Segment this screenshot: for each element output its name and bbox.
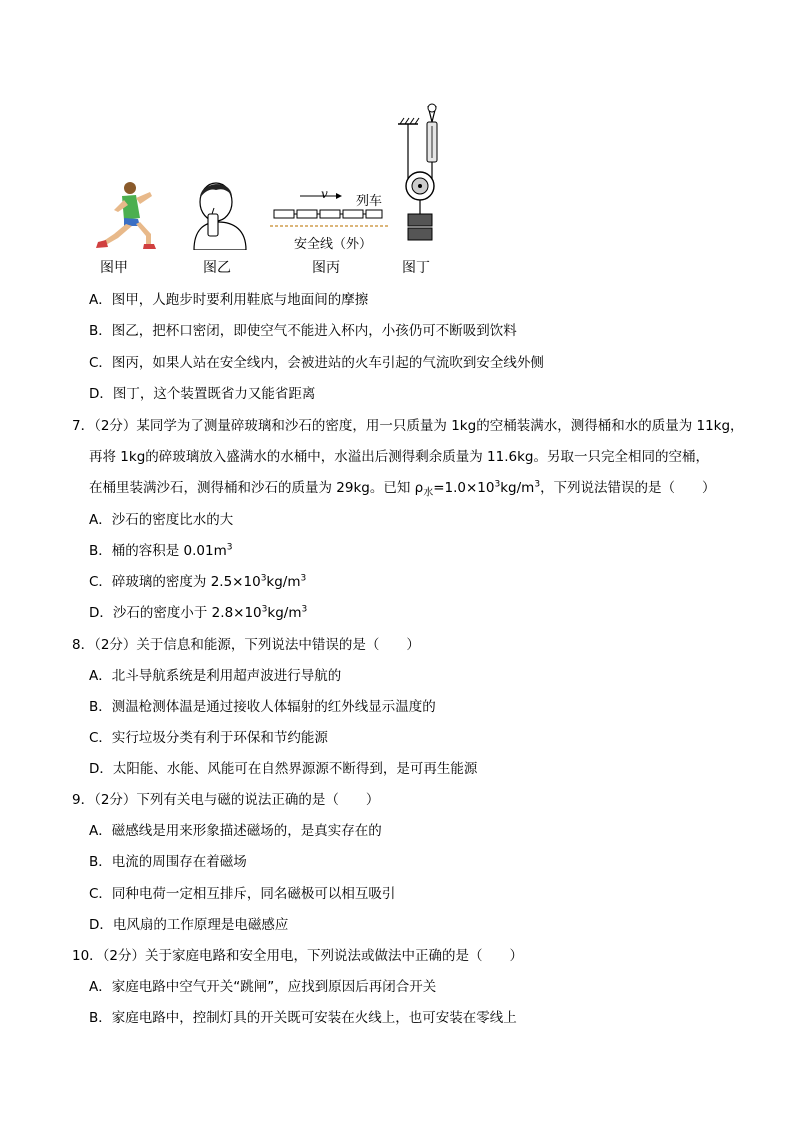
q10-option-a: A．家庭电路中空气开关“跳闸”，应找到原因后再闭合开关 bbox=[89, 979, 437, 995]
running-person-figure bbox=[88, 178, 160, 250]
q8-option-b: B．测温枪测体温是通过接收人体辐射的红外线显示温度的 bbox=[89, 699, 436, 715]
q10-stem: 10．（2分）关于家庭电路和安全用电，下列说法或做法中正确的是（ ） bbox=[72, 948, 524, 964]
figure-caption-jia: 图甲 bbox=[100, 260, 128, 276]
figure-caption-yi: 图乙 bbox=[203, 260, 231, 276]
q7-option-c: C．碎玻璃的密度为 $2.5\times 10^3kg/m^3$ bbox=[89, 573, 307, 590]
q9-option-b: B．电流的周围存在着磁场 bbox=[89, 854, 247, 870]
q10-option-b: B．家庭电路中，控制灯具的开关既可安装在火线上，也可安装在零线上 bbox=[89, 1010, 517, 1026]
q9-option-c: C．同种电荷一定相互排斥，同名磁极可以相互吸引 bbox=[89, 886, 396, 902]
figure-row bbox=[0, 100, 794, 280]
q6-option-a: A．图甲，人跑步时要利用鞋底与地面间的摩擦 bbox=[89, 292, 369, 308]
q8-stem: 8．（2分）关于信息和能源，下列说法中错误的是（ ） bbox=[72, 637, 420, 653]
q9-option-d: D．电风扇的工作原理是电磁感应 bbox=[89, 917, 289, 933]
q7-option-b: B．桶的容积是 $0.01m^3$ bbox=[89, 542, 233, 559]
q7-stem-line-3: 在桶里装满沙石，测得桶和沙石的质量为 29kg。已知 $\rho_水=1.0\times 10^3kg/m^3$，下列说法错误的是（ ） bbox=[89, 479, 716, 499]
child-drinking-figure bbox=[186, 178, 250, 250]
q7-stem-line-1: 7．（2分）某同学为了测量碎玻璃和沙石的密度，用一只质量为 1kg的空桶装满水，测得桶和水的质量为 11kg， bbox=[72, 418, 744, 434]
pulley-figure bbox=[392, 100, 452, 252]
q9-stem: 9．（2分）下列有关电与磁的说法正确的是（ ） bbox=[72, 792, 380, 808]
q7-option-a: A．沙石的密度比水的大 bbox=[89, 512, 234, 528]
figure-caption-bing: 图丙 bbox=[312, 260, 340, 276]
figure-caption-ding: 图丁 bbox=[402, 260, 430, 276]
q7-option-d: D．沙石的密度小于 $2.8\times 10^3kg/m^3$ bbox=[89, 604, 308, 621]
q6-option-b: B．图乙，把杯口密闭，即使空气不能进入杯内，小孩仍可不断吸到饮料 bbox=[89, 323, 517, 339]
q7-stem-line-2: 再将 1kg的碎玻璃放入盛满水的水桶中，水溢出后测得剩余质量为 11.6kg。另取一只完全相同的空桶， bbox=[89, 449, 710, 465]
q8-option-c: C．实行垃圾分类有利于环保和节约能源 bbox=[89, 730, 328, 746]
train-label: 列车 bbox=[356, 194, 383, 209]
q8-option-d: D．太阳能、水能、风能可在自然界源源不断得到，是可再生能源 bbox=[89, 761, 478, 777]
q8-option-a: A．北斗导航系统是利用超声波进行导航的 bbox=[89, 668, 342, 684]
q6-option-d: D．图丁，这个装置既省力又能省距离 bbox=[89, 386, 316, 402]
q9-option-a: A．磁感线是用来形象描述磁场的，是真实存在的 bbox=[89, 823, 382, 839]
velocity-label: v bbox=[321, 187, 328, 201]
safety-line-label: 安全线（外） bbox=[294, 237, 373, 252]
q6-option-c: C．图丙，如果人站在安全线内，会被进站的火车引起的气流吹到安全线外侧 bbox=[89, 355, 544, 371]
